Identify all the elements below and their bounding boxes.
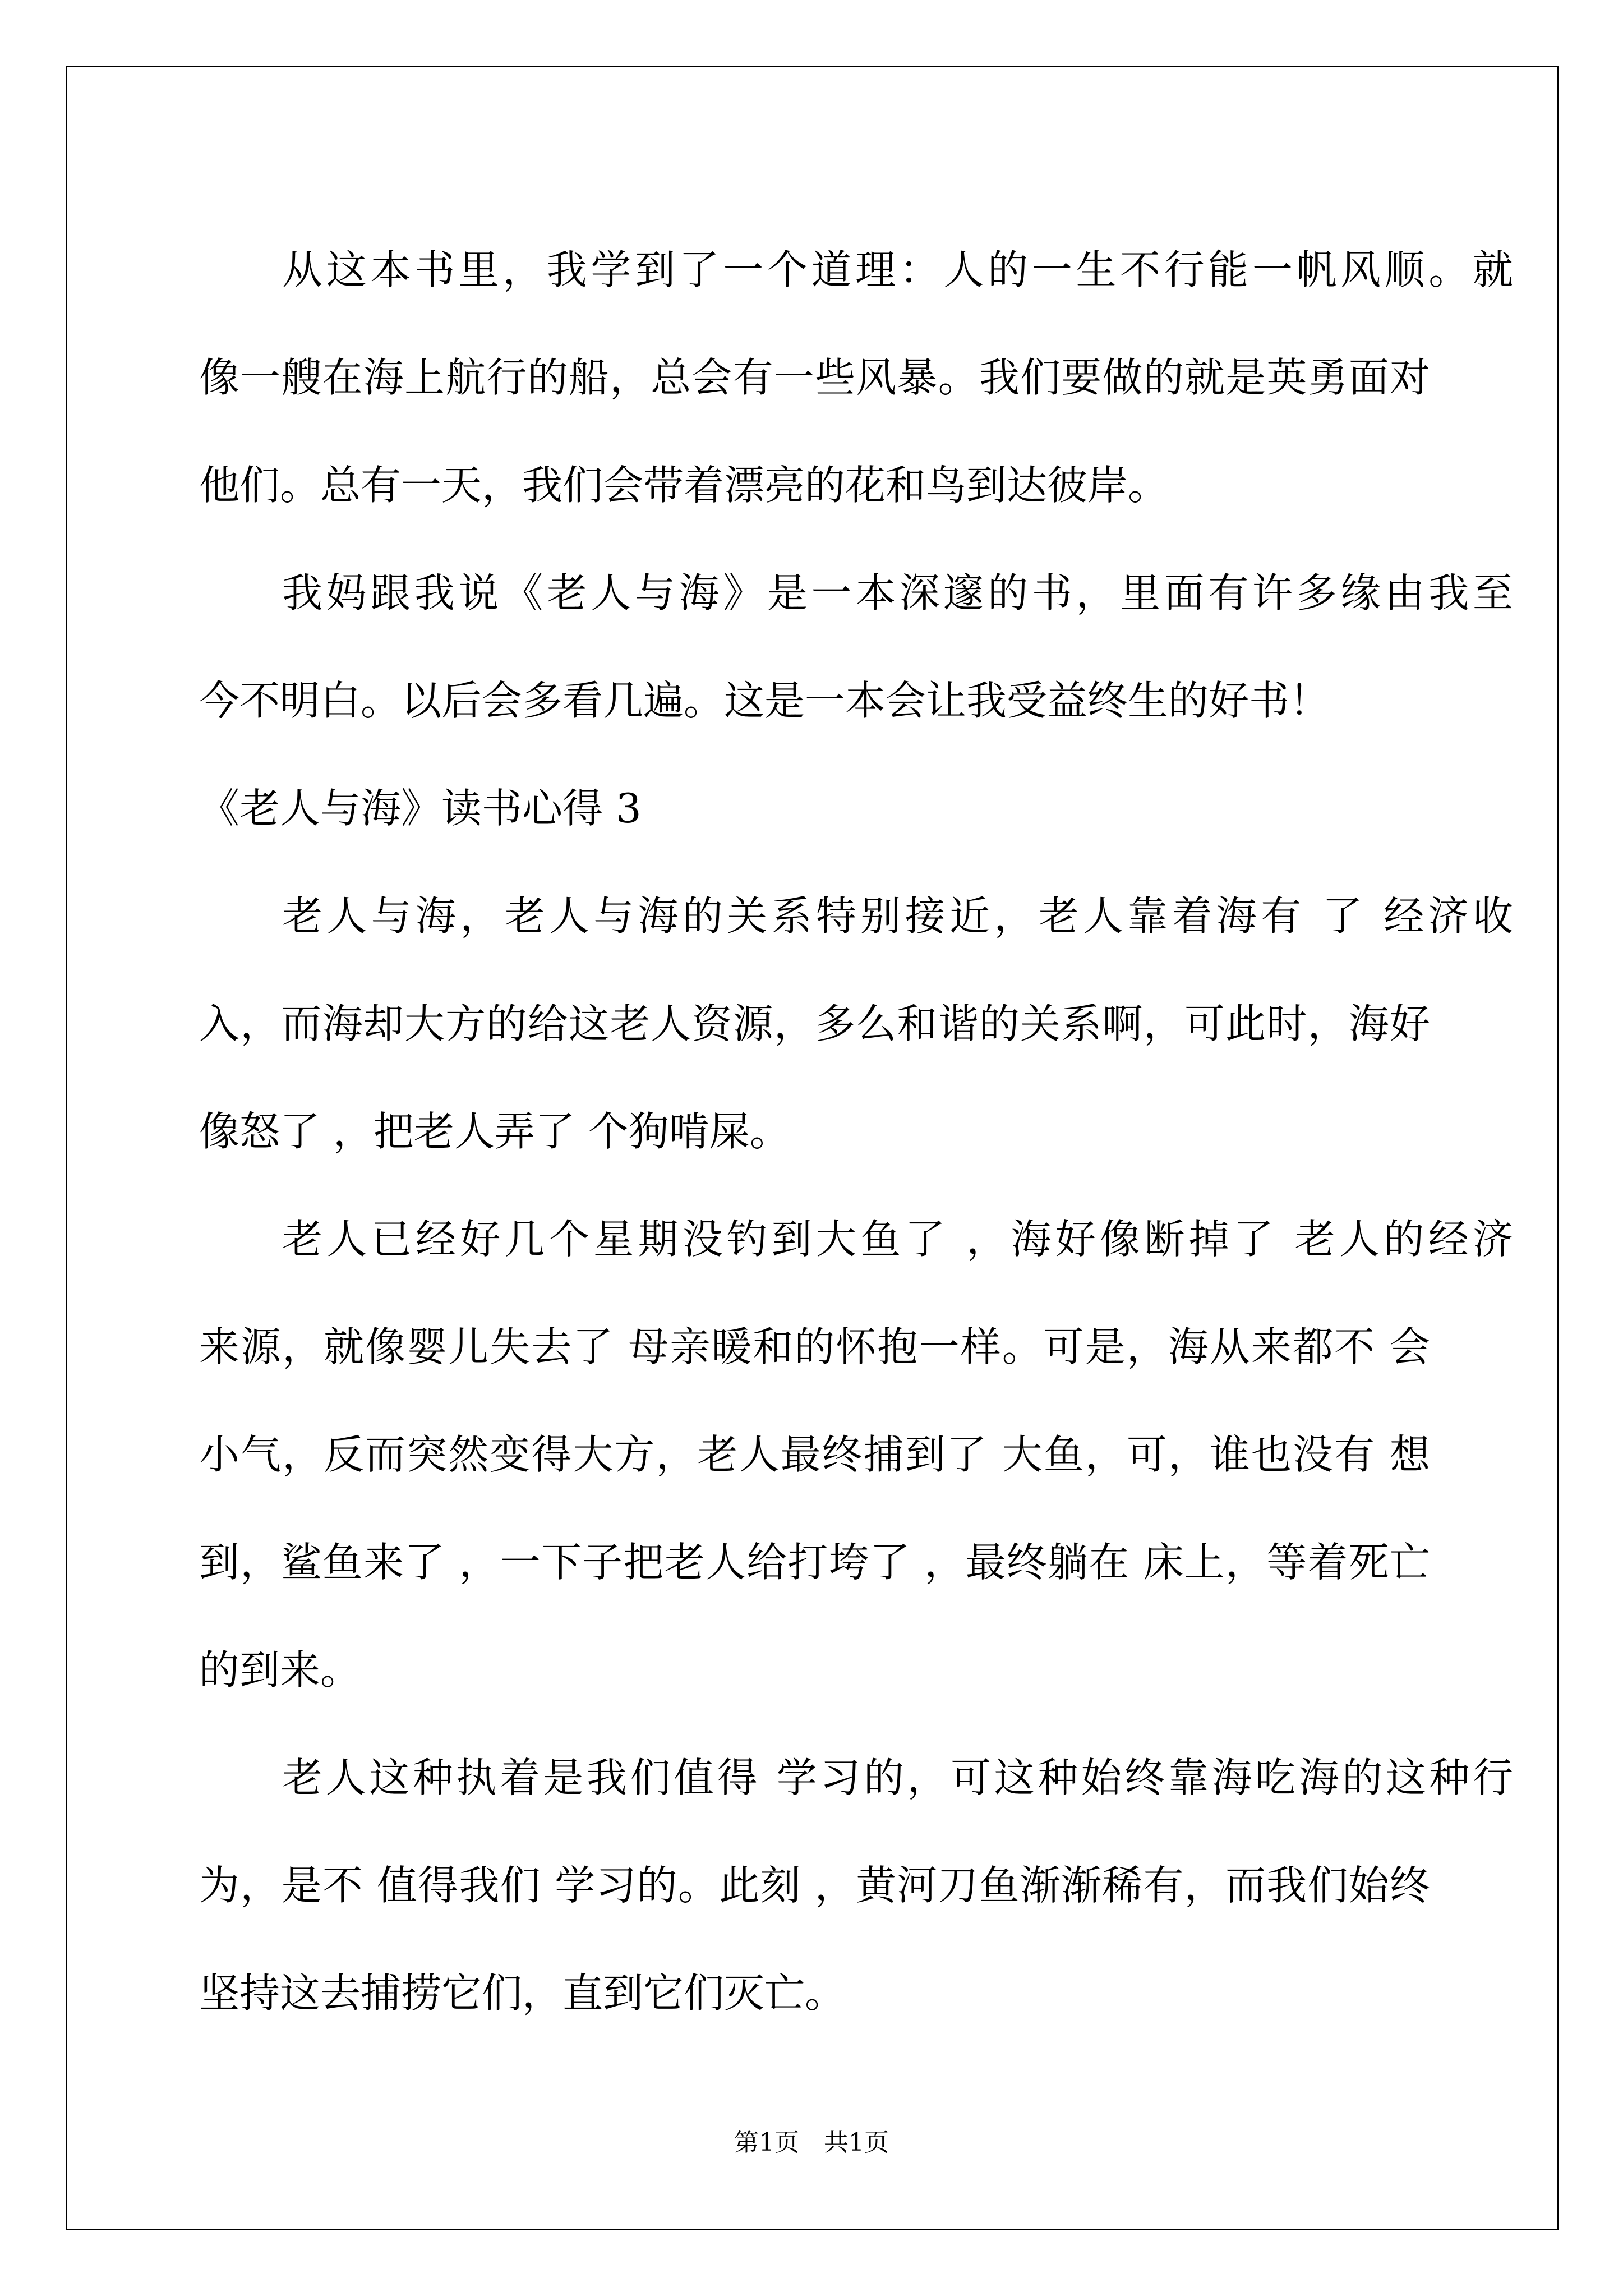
paragraph-1-line-3: 他们。总有一天，我们会带着漂亮的花和鸟到达彼岸。	[199, 462, 1169, 509]
paragraph-3-line-3: 像怒了 ，把老人弄了 个狗啃屎。	[199, 1108, 790, 1155]
paragraph-1-line-1: 从这本书里，我学到了一个道理：人的一生不行能一帆风顺。就	[282, 246, 1513, 293]
paragraph-5-line-1: 老人这种执着是我们值得 学习的，可这种始终靠海吃海的这种行	[282, 1754, 1513, 1801]
paragraph-2-line-1: 我妈跟我说《老人与海》是一本深邃的书，里面有许多缘由我至	[282, 569, 1513, 616]
paragraph-1-line-2: 像一艘在海上航行的船，总会有一些风暴。我们要做的就是英勇面对	[199, 354, 1430, 401]
paragraph-3-line-1: 老人与海，老人与海的关系特别接近，老人靠着海有 了 经济收	[282, 892, 1513, 940]
paragraph-4-line-5: 的到来。	[199, 1646, 361, 1694]
paragraph-4-line-4: 到，鲨鱼来了 ，一下子把老人给打垮了 ，最终躺在 床上，等着死亡	[199, 1539, 1430, 1586]
section-heading: 《老人与海》读书心得 3	[199, 785, 642, 832]
page-number-footer: 第1页 共1页	[734, 2128, 889, 2157]
document-body	[199, 216, 1513, 2047]
paragraph-4-line-3: 小气，反而突然变得大方，老人最终捕到了 大鱼，可，谁也没有 想	[199, 1431, 1430, 1478]
paragraph-4-line-1: 老人已经好几个星期没钓到大鱼了 ，海好像断掉了 老人的经济	[282, 1216, 1513, 1263]
paragraph-5-line-2: 为，是不 值得我们 学习的。此刻 ，黄河刀鱼渐渐稀有，而我们始终	[199, 1862, 1430, 1909]
paragraph-4-line-2: 来源，就像婴儿失去了 母亲暖和的怀抱一样。可是，海从来都不 会	[199, 1323, 1430, 1370]
paragraph-3-line-2: 入，而海却大方的给这老人资源，多么和谐的关系啊，可此时，海好	[199, 1000, 1430, 1047]
paragraph-2-line-2: 今不明白。以后会多看几遍。这是一本会让我受益终生的好书！	[199, 677, 1330, 724]
paragraph-5-line-3: 坚持这去捕捞它们，直到它们灭亡。	[199, 1970, 846, 2017]
